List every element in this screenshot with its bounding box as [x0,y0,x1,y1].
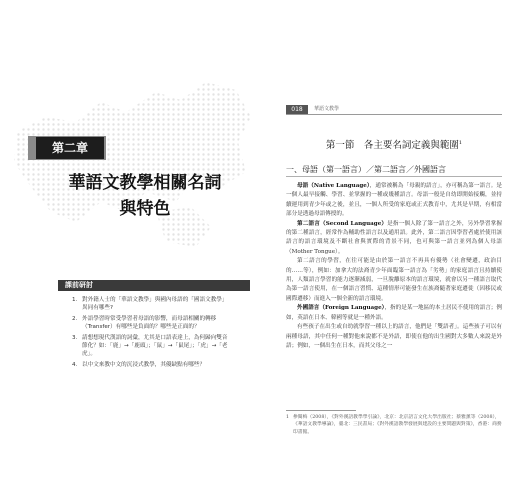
sub-heading-rule [286,176,502,177]
question-text: 以中文來教中文的沉浸式教學，其優缺點有哪些？ [82,361,206,368]
question-text: 外語學習時常受學習者母語的影響，而母語相關的轉移（Transfer）有哪些是負面的？哪些是正面的？ [82,315,217,331]
page-number: 018 [286,105,308,114]
question-number: 2. [72,315,78,322]
right-page [262,0,520,500]
question-number: 3. [72,334,78,341]
list-item [72,315,232,332]
chapter-title-line-2: 與特色 [119,199,171,219]
study-section-title: 課前研討 [62,280,96,291]
list-item [72,334,232,359]
header-rule [286,114,502,115]
list-item [72,361,232,369]
running-head: 華語文教學 [314,106,340,112]
sub-heading: 一、母語（第一語言）／第二語言／外國語言 [286,165,446,174]
question-text: 對外籍人士的「華語文教學」與國內母語的「國語文教學」異同有哪些? [82,297,228,312]
body-text [286,182,502,351]
study-section-header [58,280,250,291]
paragraph [286,304,502,323]
section-title-text: 第一節 各主要名詞定義與範圍 [325,140,459,152]
paragraph [286,182,502,220]
study-questions-list [72,296,232,371]
list-item [72,296,232,313]
term: 外國語言（Foreign Language） [297,305,385,312]
chapter-label: 第二章 [36,137,104,159]
footnote [286,414,502,436]
paragraph [286,220,502,258]
paragraph-text: ，通常被稱為「母親的語言」，亦可稱為第一語言。是一個人最早接觸、學習、並掌握的一種或幾種語言。母語一般是自幼即開始接觸，並持續運用到青少年或之後，並且，一個人所受的家庭或正式教育中，尤其是早期，有相當部分是透過母語傳授的。 [286,183,502,218]
footnote-mark: 1 [458,140,463,146]
section-title [286,136,502,153]
chapter-title [30,170,260,222]
footnote-text: 參閱梅（2008），《對外漢語教學學引論》，北京：北京語言文化大學出版社；蔡雅薰等（2008），《華語文教學導論》，臺北：三民書局；《對外漢語教學發展與建設的主要問題與對策》，香港：商務印書館。 [293,415,502,435]
paragraph-text: 第二語言的學習，在往可能是由於第一語言不再具有優勢（社會變遷，政治目的……等），例如：加拿大的法裔青少年面臨第一語言為「劣勢」的家庭語言且持續使用，人類語言學習的能力逐漸減弱，一旦脫離原本的語言環境，就會以另一種語言取代為第一語言使用，在一個語言習慣、這種情形可能發生在族裔隨著家庭遷徙（因移民或國際遷移）而進入一個全新的語言環境。 [286,258,502,302]
paragraph [286,257,502,304]
footnote-number: 1 [286,415,290,420]
chapter-title-line-1: 華語文教學相關名詞 [68,173,222,193]
paragraph-text: 是指一個人除了第一語言之外，另外學習掌握的第二種語言，經常作為輔助性語言以及通用語。此外，第二語言因學習者處於使用該語言的語言環境及不斷社會與實際的背景不同，也可與第一語言並列為個人母語（Mother Tongue）。 [286,220,502,255]
footnote-rule [286,410,356,411]
term: 第二語言（Second Language） [297,220,388,227]
question-text: 請想想現代漢語的詞彙，尤其是口語表達上，為何歸向雙音節化？如：「鹿」→「鹿頭」；「鼠」→「鼠尾」；「虎」→「老虎」。 [82,334,228,358]
term: 母語（Native Language） [297,183,370,189]
question-number: 4. [72,361,78,368]
question-number: 1. [72,297,78,303]
paragraph-text: ，指的是某一地區的本土居民不使用的語言；例如，英語在日本、韓國等就是一種外語。 [286,305,502,321]
paragraph [286,323,502,351]
paragraph-text: 有些孩子在出生或自幼就學習一種以上的語言，他們是「雙語者」。這些孩子可以有兩種母語，其中任何一種對他來說都不是外語，即使在他的出生國對大多數人來說是外語；例如，一個出生在日本，而其父母之一 [286,324,502,349]
